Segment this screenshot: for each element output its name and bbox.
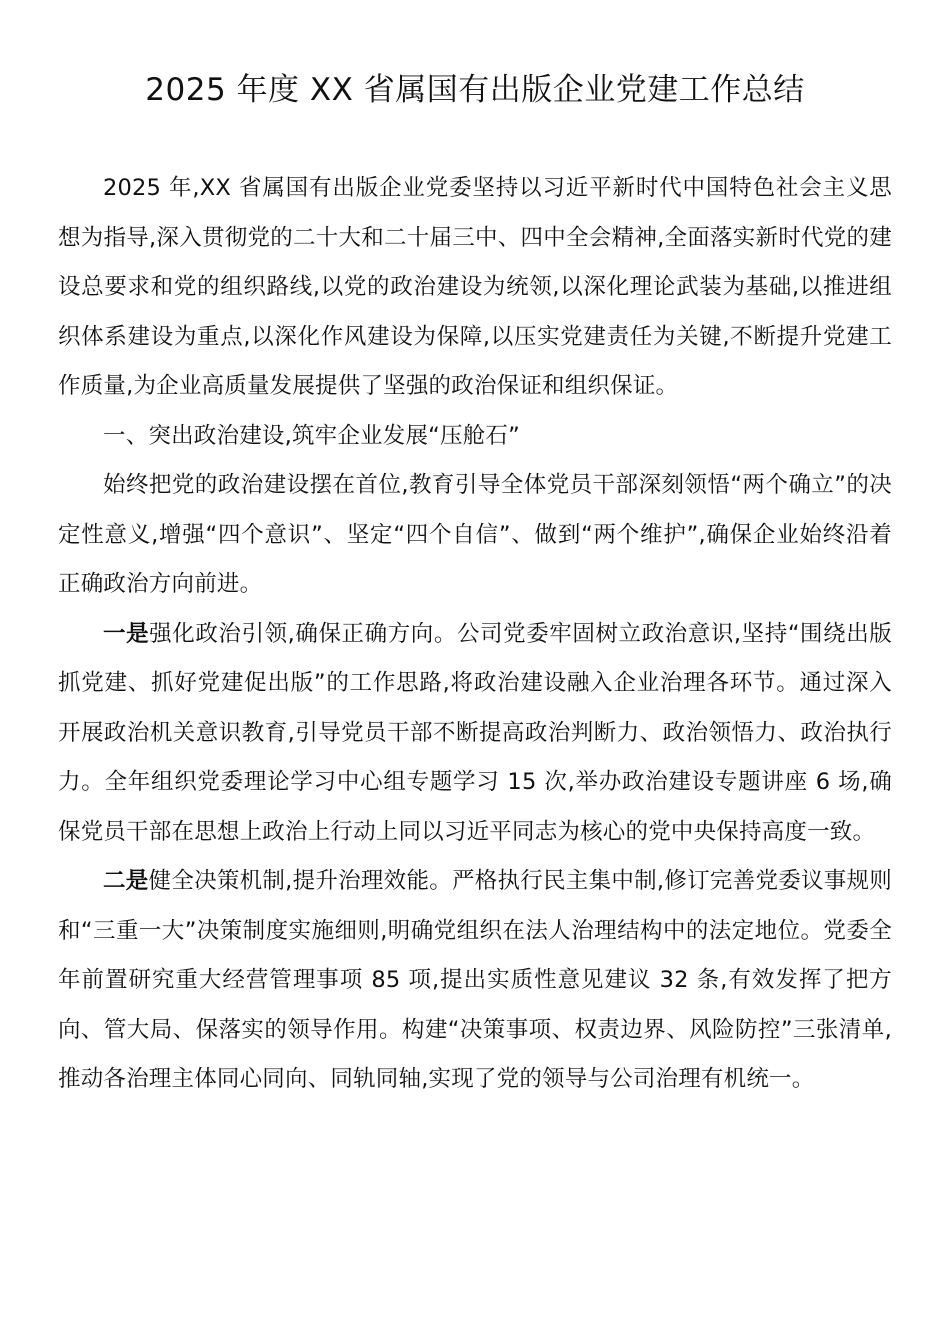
document-title: 2025 年度 XX 省属国有出版企业党建工作总结 xyxy=(145,72,805,108)
point-two-text: 健全决策机制,提升治理效能。严格执行民主集中制,修订完善党委议事规则和“三重一大”决策制度实施细则,明确党组织在法人治理结构中的法定地位。党委全年前置研究重大经营管理事项 85 项,提出实质性意见建议 32 条,有效发挥了把方向、管大局、保落实的领导作用。构建“决策事项、权责边界、风险防控”三张清单,推动各治理主体同心同向、同轨同轴,实现了党的领导与公司治理有机统一。 xyxy=(58,868,892,1092)
point-one-text: 强化政治引领,确保正确方向。公司党委牢固树立政治意识,坚持“围绕出版抓党建、抓好党建促出版”的工作思路,将政治建设融入企业治理各环节。通过深入开展政治机关意识教育,引导党员干部不断提高政治判断力、政治领悟力、政治执行力。全年组织党委理论学习中心组专题学习 15 次,举办政治建设专题讲座 6 场,确保党员干部在思想上政治上行动上同以习近平同志为核心的党中央保持高度一致。 xyxy=(58,620,893,845)
point-two-paragraph xyxy=(58,857,892,1105)
point-one-lead: 一是 xyxy=(103,620,150,647)
document-body xyxy=(58,164,892,1105)
section-summary-paragraph: 始终把党的政治建设摆在首位,教育引导全体党员干部深刻领悟“两个确立”的决定性意义,增强“四个意识”、坚定“四个自信”、做到“两个维护”,确保企业始终沿着正确政治方向前进。 xyxy=(58,472,892,597)
point-one-paragraph xyxy=(58,610,892,858)
section-heading: 一、突出政治建设,筑牢企业发展“压舱石” xyxy=(103,422,520,449)
point-two-lead: 二是 xyxy=(103,868,149,894)
intro-paragraph: 2025 年,XX 省属国有出版企业党委坚持以习近平新时代中国特色社会主义思想为指导,深入贯彻党的二十大和二十届三中、四中全会精神,全面落实新时代党的建设总要求和党的组织路线,以党的政治建设为统领,以深化理论武装为基础,以推进组织体系建设为重点,以深化作风建设为保障,以压实党建责任为关键,不断提升党建工作质量,为企业高质量发展提供了坚强的政治保证和组织保证。 xyxy=(58,175,892,399)
